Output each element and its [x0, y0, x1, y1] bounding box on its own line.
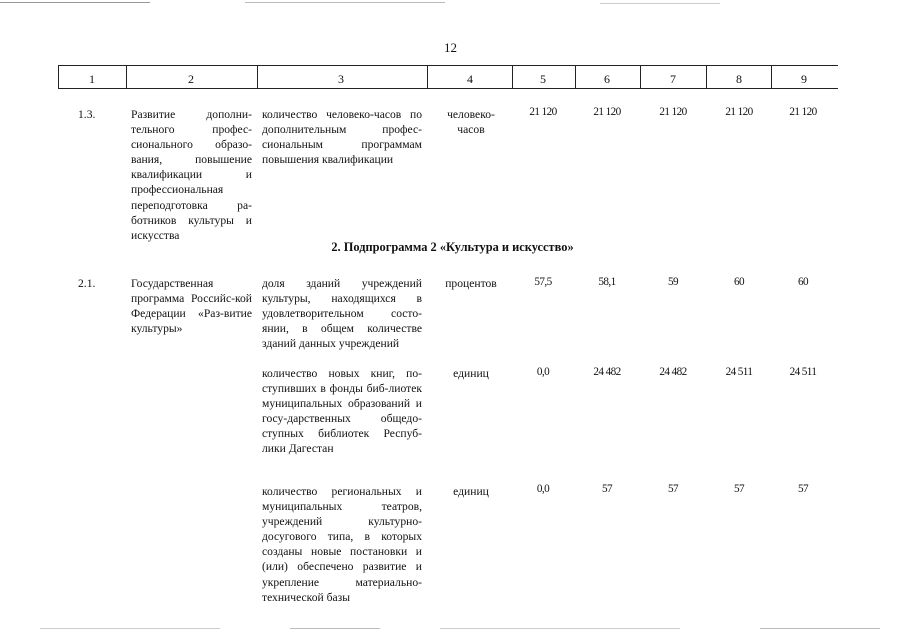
header-bottom-border — [58, 88, 838, 89]
value-cell: 24 482 — [593, 366, 621, 378]
scan-artifact-top — [600, 3, 720, 4]
value-cell: 21 120 — [529, 106, 557, 118]
value-cell: 57 — [668, 483, 678, 495]
header-divider-8 — [771, 65, 772, 89]
value-cell: 60 — [798, 276, 808, 288]
value-cell: 21 120 — [789, 106, 817, 118]
column-number-9: 9 — [801, 72, 807, 86]
value-cell: 24 511 — [789, 366, 817, 378]
value-cell: 0,0 — [536, 483, 550, 495]
unit-cell: человеко-часов — [447, 108, 495, 137]
header-divider-3 — [427, 65, 428, 89]
indicator-cell: количество региональных и муниципальных театров, учреждений культурно-досугового типа, в которых созданы новые постановки и (или) обеспечено развитие и укрепление материально-технической базы — [262, 485, 422, 604]
unit-cell: процентов — [445, 277, 497, 290]
header-divider-1 — [126, 65, 127, 89]
value-cell: 59 — [668, 276, 678, 288]
column-number-6: 6 — [604, 72, 610, 86]
column-number-8: 8 — [736, 72, 742, 86]
value-cell: 0,0 — [536, 366, 550, 378]
header-divider-5 — [575, 65, 576, 89]
column-number-3: 3 — [338, 72, 344, 86]
column-number-2: 2 — [188, 72, 194, 86]
row-number: 2.1. — [78, 277, 96, 290]
header-divider-4 — [512, 65, 513, 89]
header-divider-6 — [640, 65, 641, 89]
value-cell: 24 482 — [659, 366, 687, 378]
scan-artifact-top — [0, 2, 150, 3]
program-name-cell: Развитие дополни-тельного профес-сионального образо-вания, повышение квалификации и профессиональная переподготовка ра-ботников культуры и искусства — [131, 108, 252, 242]
unit-cell: единиц — [453, 367, 489, 380]
header-divider-7 — [706, 65, 707, 89]
value-cell: 21 120 — [725, 106, 753, 118]
column-number-7: 7 — [670, 72, 676, 86]
column-number-1: 1 — [89, 72, 95, 86]
value-cell: 24 511 — [725, 366, 753, 378]
indicator-cell: количество новых книг, по-ступивших в фонды биб-лиотек муниципальных образований и госу-дарственных общедо-ступных библиотек Респуб-лики Дагестан — [262, 367, 422, 456]
value-cell: 57,5 — [534, 276, 552, 288]
header-left-border — [58, 65, 59, 89]
value-cell: 57 — [798, 483, 808, 495]
column-number-5: 5 — [540, 72, 546, 86]
indicator-cell: доля зданий учреждений культуры, находящихся в удовлетворительном состо-янии, в общем количестве зданий данных учреждений — [262, 277, 422, 351]
value-cell: 60 — [734, 276, 744, 288]
scan-artifact-bottom — [760, 628, 880, 629]
program-name-cell: Государственная программа Российс-кой Федерации «Раз-витие культуры» — [131, 277, 252, 336]
column-number-4: 4 — [467, 72, 473, 86]
unit-cell: единиц — [453, 485, 489, 498]
header-divider-2 — [257, 65, 258, 89]
value-cell: 58,1 — [598, 276, 616, 288]
page-number: 12 — [444, 40, 457, 55]
section-heading: 2. Подпрограмма 2 «Культура и искусство» — [331, 240, 574, 254]
row-number: 1.3. — [78, 108, 96, 121]
value-cell: 57 — [734, 483, 744, 495]
value-cell: 21 120 — [659, 106, 687, 118]
header-top-border — [58, 65, 838, 66]
scan-artifact-bottom — [440, 628, 680, 629]
scan-artifact-bottom — [290, 628, 380, 629]
indicator-cell: количество человеко-часов по дополнительным профес-сиональным программам повышения квалификации — [262, 108, 422, 167]
scan-artifact-bottom — [40, 628, 220, 629]
scan-artifact-top — [245, 2, 445, 3]
value-cell: 57 — [602, 483, 612, 495]
value-cell: 21 120 — [593, 106, 621, 118]
